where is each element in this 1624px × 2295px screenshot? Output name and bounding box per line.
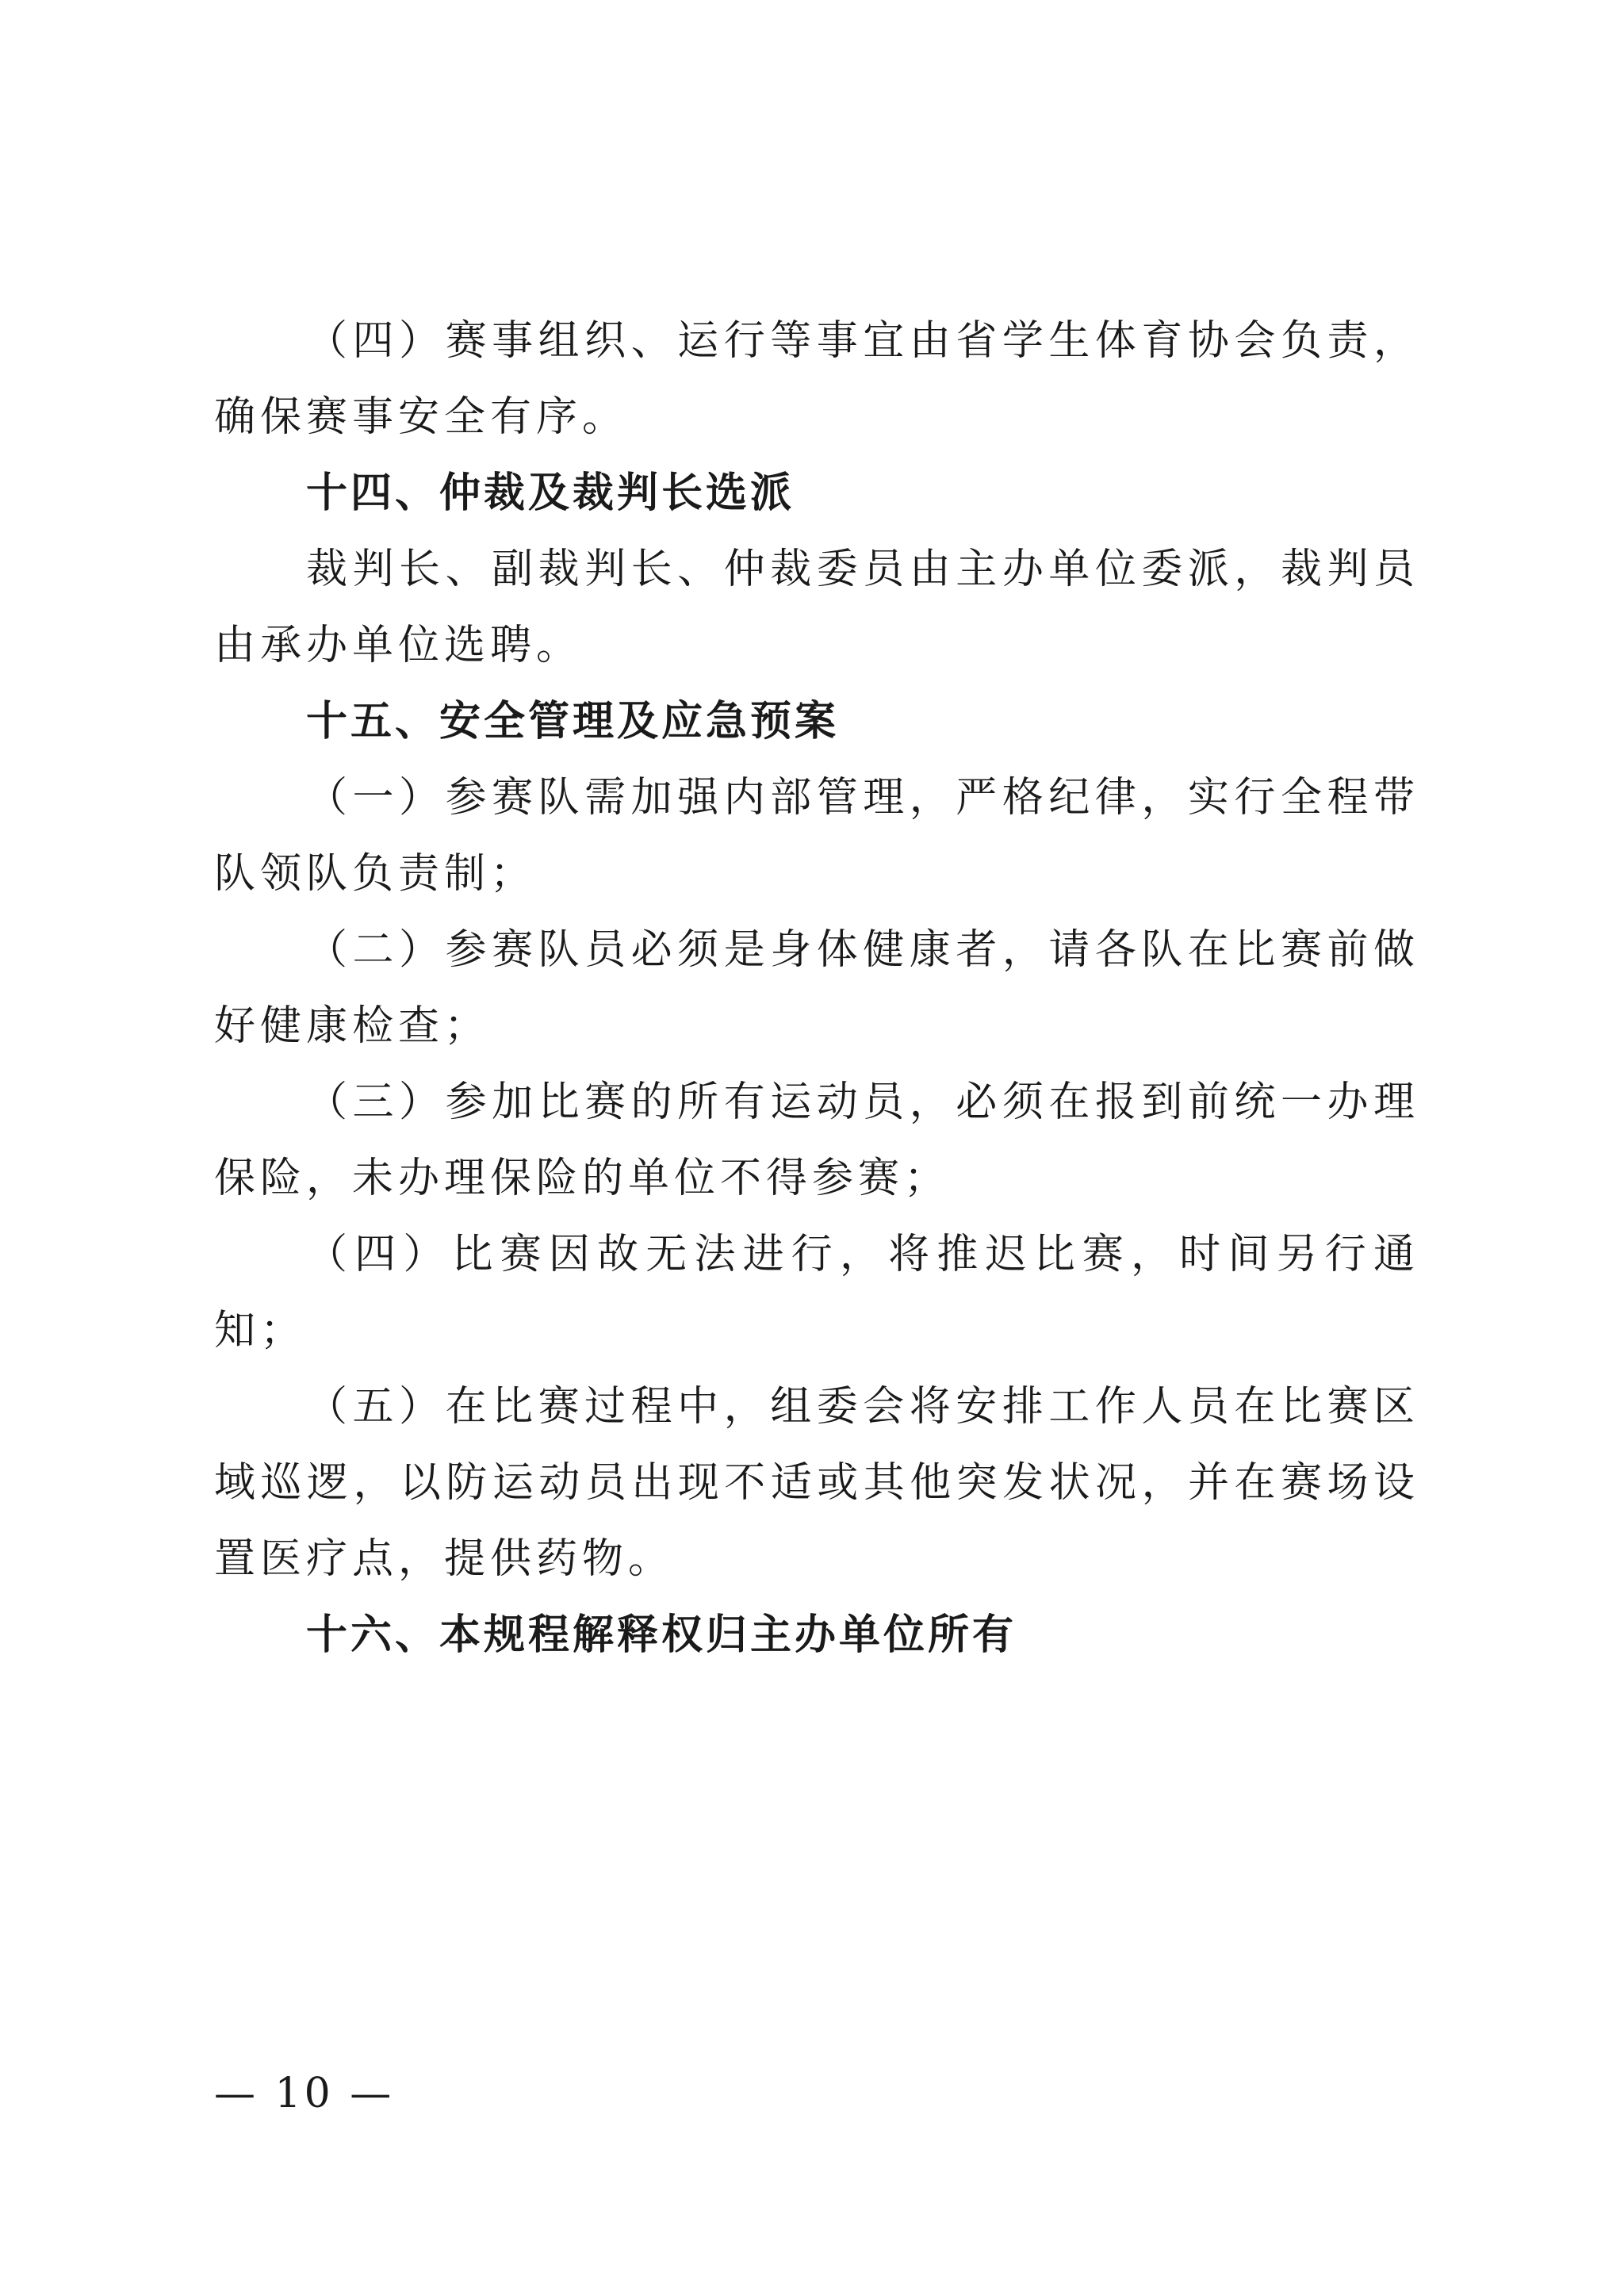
paragraph-safety-3: （三）参加比赛的所有运动员，必须在报到前统一办理保险，未办理保险的单位不得参赛； [214, 1079, 1419, 1202]
document-body [214, 303, 1419, 1673]
paragraph-safety-1: （一）参赛队需加强内部管理，严格纪律，实行全程带队领队负责制； [214, 774, 1419, 898]
paragraph-safety-4: （四）比赛因故无法进行，将推迟比赛，时间另行通知； [214, 1231, 1419, 1354]
page-number: — 10 — [214, 2070, 395, 2117]
section-heading-16: 十六、本规程解释权归主办单位所有 [306, 1611, 1017, 1659]
paragraph-referee-appointment: 裁判长、副裁判长、仲裁委员由主办单位委派，裁判员由承办单位选聘。 [214, 546, 1419, 669]
section-heading-14: 十四、仲裁及裁判长选派 [306, 469, 795, 517]
paragraph-safety-2: （二）参赛队员必须是身体健康者，请各队在比赛前做好健康检查； [214, 926, 1419, 1050]
section-heading-15: 十五、安全管理及应急预案 [306, 698, 840, 745]
paragraph-organization: （四）赛事组织、运行等事宜由省学生体育协会负责，确保赛事安全有序。 [214, 317, 1419, 441]
paragraph-safety-5: （五）在比赛过程中，组委会将安排工作人员在比赛区域巡逻，以防运动员出现不适或其他突发状况，并在赛场设置医疗点，提供药物。 [214, 1383, 1419, 1583]
